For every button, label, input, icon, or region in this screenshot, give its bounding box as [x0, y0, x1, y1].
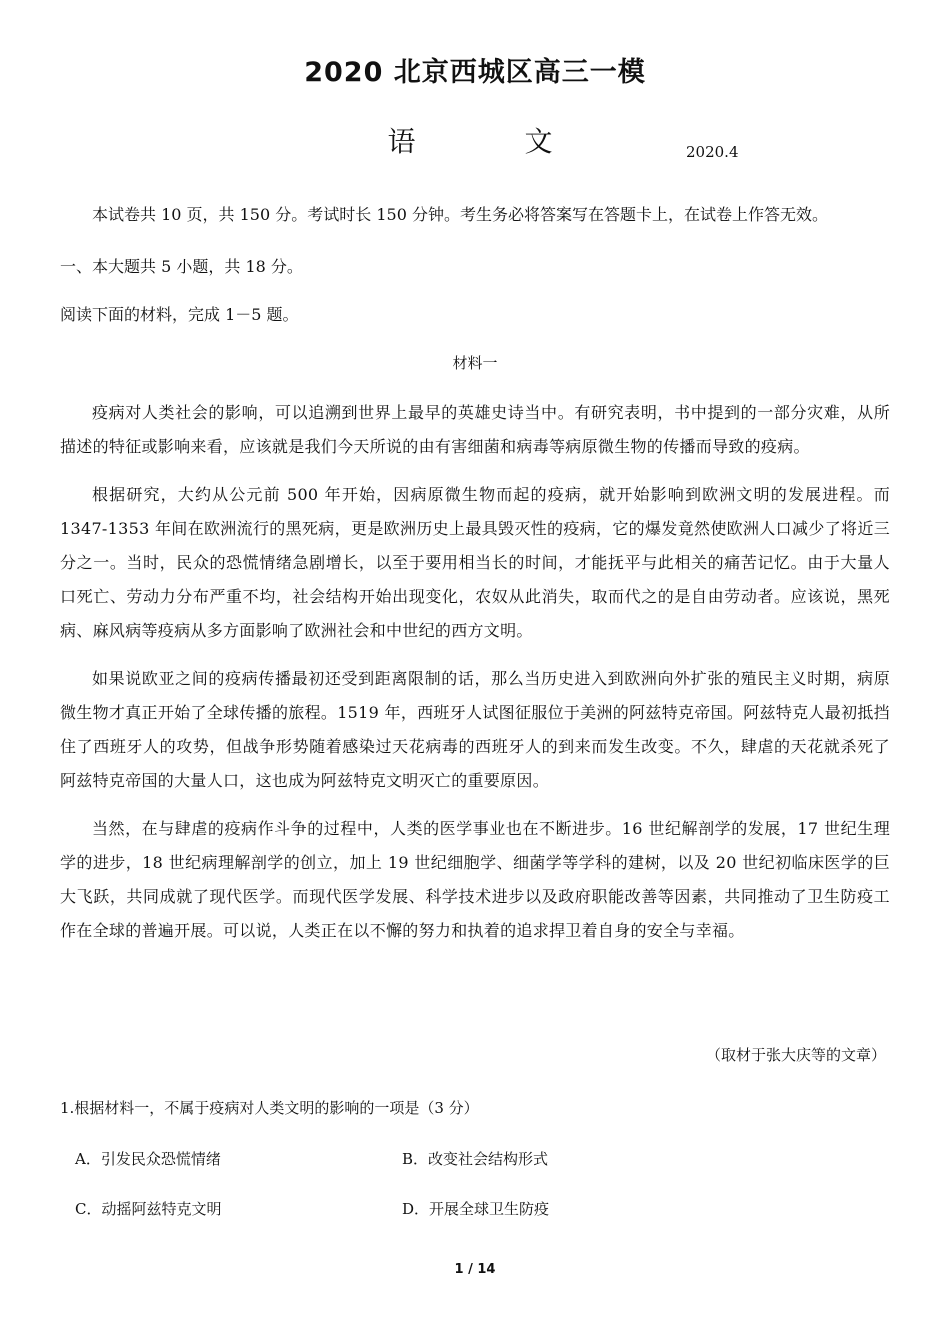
- exam-instructions: 本试卷共 10 页，共 150 分。考试时长 150 分钟。考生务必将答案写在答题卡上，在试卷上作答无效。: [92, 205, 828, 224]
- page-title: 2020 北京西城区高三一模: [304, 57, 646, 88]
- article-paragraph: 如果说欧亚之间的疫病传播最初还受到距离限制的话，那么当历史进入到欧洲向外扩张的殖民主义时期，病原微生物才真正开始了全球传播的旅程。1519 年，西班牙人试图征服位于美洲的阿兹特克帝国。阿兹特克人最初抵挡住了西班牙人的攻势，但战争形势随着感染过天花病毒的西班牙人的到来而发生改变。不久，肆虐的天花就杀死了阿兹特克帝国的大量人口，这也成为阿兹特克文明灭亡的重要原因。: [60, 669, 890, 790]
- article-paragraph: 疫病对人类社会的影响，可以追溯到世界上最早的英雄史诗当中。有研究表明，书中提到的一部分灾难，从所描述的特征或影响来看，应该就是我们今天所说的由有害细菌和病毒等病原微生物的传播而导致的疫病。: [60, 403, 890, 456]
- material-source: （取材于张大庆等的文章）: [705, 1046, 886, 1064]
- question-1-stem: 1.根据材料一，不属于疫病对人类文明的影响的一项是（3 分）: [60, 1099, 479, 1117]
- question-1-option-a: A．引发民众恐慌情绪: [75, 1150, 221, 1168]
- question-1-option-d: D．开展全球卫生防疫: [402, 1200, 550, 1218]
- page-number: 1 / 14: [454, 1262, 496, 1277]
- question-1-option-c: C．动摇阿兹特克文明: [75, 1200, 222, 1218]
- exam-date: 2020.4: [686, 143, 739, 161]
- section-heading: 一、本大题共 5 小题，共 18 分。: [60, 257, 303, 276]
- reading-instruction: 阅读下面的材料，完成 1－5 题。: [60, 305, 299, 324]
- article-paragraph: 根据研究，大约从公元前 500 年开始，因病原微生物而起的疫病，就开始影响到欧洲文明的发展进程。而 1347-1353 年间在欧洲流行的黑死病，更是欧洲历史上最具毁灭性的疫病，它的爆发竟然使欧洲人口减少了将近三分之一。当时，民众的恐慌情绪急剧增长，以至于要用相当长的时间，才能抚平与此相关的痛苦记忆。由于大量人口死亡、劳动力分布严重不均，社会结构开始出现变化，农奴从此消失，取而代之的是自由劳动者。应该说，黑死病、麻风病等疫病从多方面影响了欧洲社会和中世纪的西方文明。: [60, 485, 890, 640]
- question-1-option-b: B．改变社会结构形式: [402, 1150, 549, 1168]
- material-article: [60, 396, 890, 962]
- article-paragraph: 当然，在与肆虐的疫病作斗争的过程中，人类的医学事业也在不断进步。16 世纪解剖学的发展，17 世纪生理学的进步，18 世纪病理解剖学的创立，加上 19 世纪细胞学、细菌学等学科的建树，以及 20 世纪初临床医学的巨大飞跃，共同成就了现代医学。而现代医学发展、科学技术进步以及政府职能改善等因素，共同推动了卫生防疫工作在全球的普遍开展。可以说，人类正在以不懈的努力和执着的追求捍卫着自身的安全与幸福。: [60, 819, 890, 940]
- subject-title: 语 文: [387, 125, 603, 158]
- material-title: 材料一: [452, 354, 498, 372]
